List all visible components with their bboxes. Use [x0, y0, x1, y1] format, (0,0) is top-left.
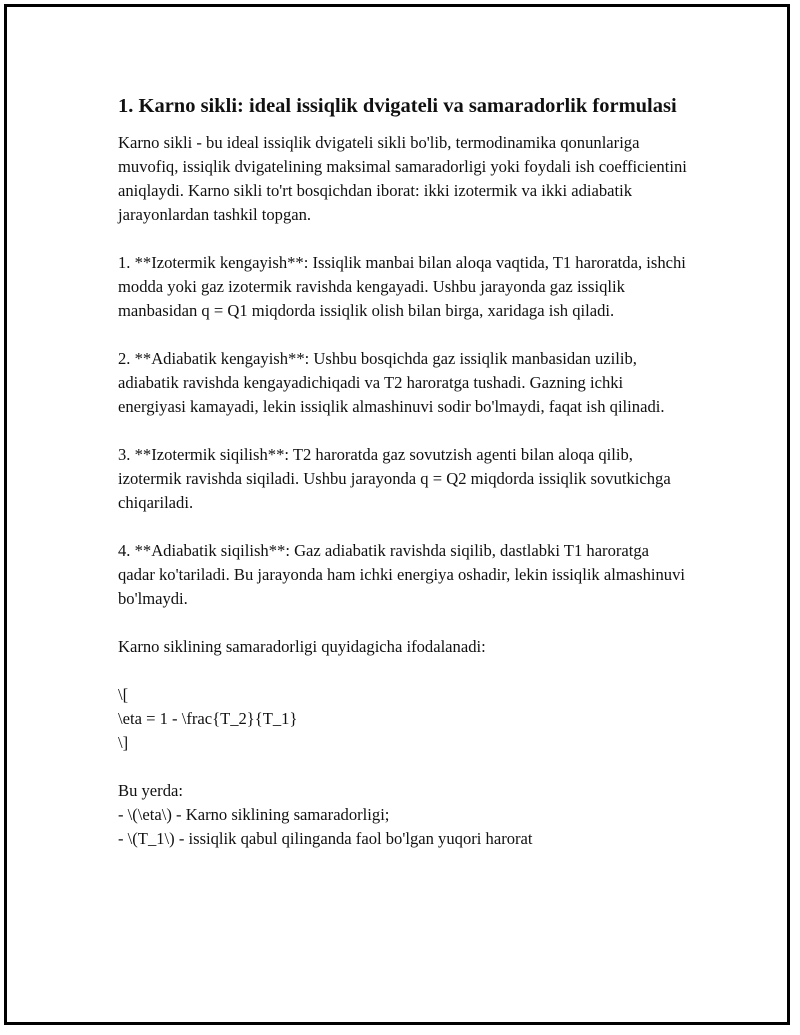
formula-block	[118, 683, 690, 755]
section-heading: 1. Karno sikli: ideal issiqlik dvigateli va samaradorlik formulasi	[118, 95, 677, 117]
definition-t1: - \(T_1\) - issiqlik qabul qilinganda faol bo'lgan yuqori harorat	[118, 829, 533, 848]
step-3-paragraph: 3. **Izotermik siqilish**: T2 haroratda gaz sovutzish agenti bilan aloqa qilib, izotermik ravishda siqiladi. Ushbu jarayonda q = Q2 miqdorda issiqlik sovutkichga chiqariladi.	[118, 445, 671, 512]
document-body	[118, 93, 690, 875]
formula-open: \[	[118, 685, 129, 704]
formula-expression: \eta = 1 - \frac{T_2}{T_1}	[118, 709, 298, 728]
definitions-block	[118, 779, 690, 851]
definitions-lead: Bu yerda:	[118, 781, 183, 800]
efficiency-intro: Karno siklining samaradorligi quyidagicha ifodalanadi:	[118, 637, 486, 656]
step-1-paragraph: 1. **Izotermik kengayish**: Issiqlik manbai bilan aloqa vaqtida, T1 haroratda, ishchi modda yoki gaz izotermik ravishda kengayadi. Ushbu jarayonda gaz issiqlik manbasidan q = Q1 miqdorda issiqlik olish bilan birga, xaridaga ish qiladi.	[118, 253, 686, 320]
formula-close: \]	[118, 733, 129, 752]
step-4-paragraph: 4. **Adiabatik siqilish**: Gaz adiabatik ravishda siqilib, dastlabki T1 haroratga qadar ko'tariladi. Bu jarayonda ham ichki energiya oshadir, lekin issiqlik almashinuvi bo'lmaydi.	[118, 541, 685, 608]
step-2-paragraph: 2. **Adiabatik kengayish**: Ushbu bosqichda gaz issiqlik manbasidan uzilib, adiabatik ravishda kengayadichiqadi va T2 haroratga tushadi. Gazning ichki energiyasi kamayadi, lekin issiqlik almashinuvi sodir bo'lmaydi, faqat ish qilinadi.	[118, 349, 665, 416]
intro-paragraph: Karno sikli - bu ideal issiqlik dvigateli sikli bo'lib, termodinamika qonunlariga muvofiq, issiqlik dvigatelining maksimal samaradorligi yoki foydali ish coefficientini aniqlaydi. Karno sikli to'rt bosqichdan iborat: ikki izotermik va ikki adiabatik jarayonlardan tashkil topgan.	[118, 133, 687, 224]
definition-eta: - \(\eta\) - Karno siklining samaradorligi;	[118, 805, 390, 824]
